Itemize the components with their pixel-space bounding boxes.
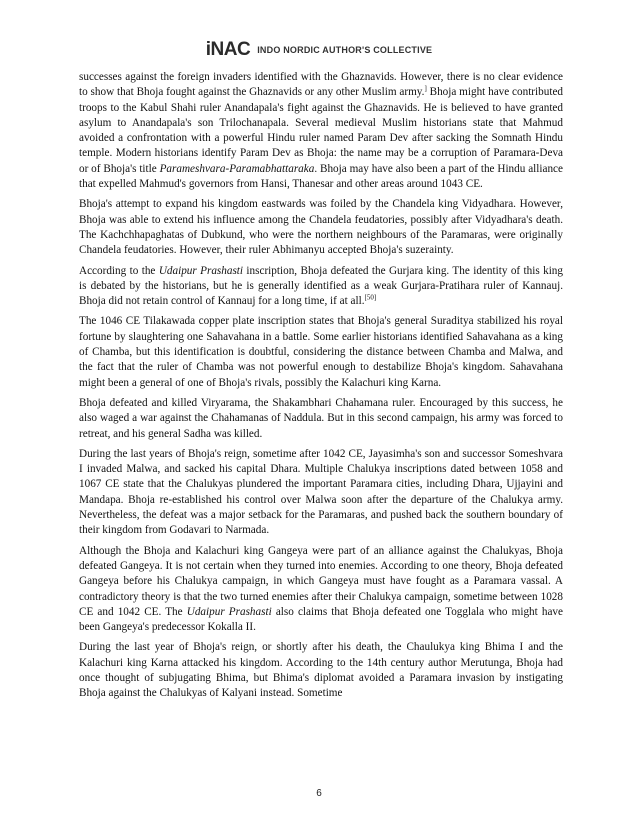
paragraph xyxy=(79,264,563,310)
text-run: . Bhoja may have also been a part of the Hindu alliance that expelled Mahmud's governors from Hansi, Thanesar and other areas around 1043 CE. xyxy=(79,162,563,191)
italic-title: Udaipur Prashasti xyxy=(186,605,272,618)
page-header xyxy=(0,36,638,64)
text-run: also claims that Bhoja defeated one Togglala who might have been Gangeya's predecessor Kokalla II. xyxy=(79,605,563,634)
italic-title: Udaipur Prashasti xyxy=(158,264,244,277)
text-run: The 1046 CE Tilakawada copper plate inscription states that Bhoja's general Suraditya stabilized his royal fortune by slaughtering one Sahavahana in a battle. Some earlier historians identified Sahavahana as a king of Chamba, but this identification is doubtful, considering the distance between Chamba and Malwa, and the fact that the ruler of Chamba was not powerful enough to destabilize Bhoja's kingdom. Sahavahana might been a general of one of Bhoja's rivals, possibly the Kalachuri king Karna. xyxy=(79,315,563,389)
paragraph xyxy=(79,544,563,636)
text-run: During the last years of Bhoja's reign, sometime after 1042 CE, Jayasimha's son and successor Someshvara I invaded Malwa, and sacked his capital Dhara. Multiple Chalukya inscriptions dated between 1058 and 1067 CE state that the Chalukyas plundered the important Paramara cities, including Dhara, Ujjayini and Mandapa. Bhoja re-established his control over Malwa soon after the departure of the Chalukya army. Nevertheless, the defeat was a major setback for the Paramaras, and pushed back the southern boundary of their kingdom from Godavari to Narmada. xyxy=(79,447,563,537)
text-run: Bhoja might have contributed troops to the Kabul Shahi ruler Anandapala's fight against the Ghaznavids. He is believed to have granted asylum to Anandapala's son Trilochanapala. Several medieval Muslim historians state that Mahmud avoided a confrontation with a powerful Hindu ruler named Param Dev after sacking the Somnath Hindu temple. Modern historians identify Param Dev as Bhoja: the name may be a corruption of Paramara-Deva or of Bhoja's title xyxy=(79,86,563,175)
page-number: 6 xyxy=(316,788,322,799)
collective-name: INDO NORDIC AUTHOR'S COLLECTIVE xyxy=(257,45,433,55)
italic-title: Parameshvara-Paramabhattaraka xyxy=(159,162,315,175)
text-run: Bhoja defeated and killed Viryarama, the Shakambhari Chahamana ruler. Encouraged by this success, he also waged a war against the Chahamanas of Naddula. But in this second campaign, his army was forced to retreat, and his general Sadha was killed. xyxy=(79,396,563,440)
citation: [50] xyxy=(364,293,377,302)
inac-logo: iNAC xyxy=(205,39,251,60)
text-run: successes against the foreign invaders identified with the Ghaznavids. However, there is no clear evidence to show that Bhoja fought against the Ghaznavids or any other Muslim army. xyxy=(79,71,563,99)
text-run: inscription, Bhoja defeated the Gurjara king. The identity of this king is debated by the historians, but he is generally identified as a weak Gurjara-Pratihara ruler of Kannauj. Bhoja did not retain control of Kannauj for a long time, if at all. xyxy=(79,264,563,308)
body-text xyxy=(79,70,563,707)
paragraph xyxy=(79,640,563,701)
paragraph xyxy=(79,396,563,442)
text-run: According to the xyxy=(79,264,159,277)
paragraph xyxy=(79,447,563,539)
text-run: Although the Bhoja and Kalachuri king Gangeya were part of an alliance against the Chalukyas, Bhoja defeated Gangeya. It is not certain when they turned into enemies. According to one theory, Bhoja defeated Gangeya before his Chalukya campaign, in which Gangeya must have fought as a Paramara vassal. A contradictory theory is that the two turned enemies after their Chalukya campaign, sometime between 1028 CE and 1042 CE. The xyxy=(79,544,563,618)
paragraph xyxy=(79,314,563,390)
text-run: During the last year of Bhoja's reign, or shortly after his death, the Chaulukya king Bhima I and the Kalachuri king Karna attacked his kingdom. According to the 14th century author Merutunga, Bhoja had once thought of subjugating Bhima, but Bhima's diplomat avoided a Paramara invasion by instigating Bhoja against the Chalukyas of Kalyani instead. Sometime xyxy=(79,641,563,700)
text-run: Bhoja's attempt to expand his kingdom eastwards was foiled by the Chandela king Vidyadhara. However, Bhoja was able to extend his influence among the Chandela feudatories, possibly after Vidyadhara's death. The Kachchhapaghatas of Dubkund, who were the northern neighbours of the Paramaras, were originally Chandela feudatories. However, their ruler Abhimanyu accepted Bhoja's suzerainty. xyxy=(79,198,563,257)
paragraph xyxy=(79,70,563,192)
citation: ] xyxy=(424,84,427,93)
paragraph xyxy=(79,197,563,258)
